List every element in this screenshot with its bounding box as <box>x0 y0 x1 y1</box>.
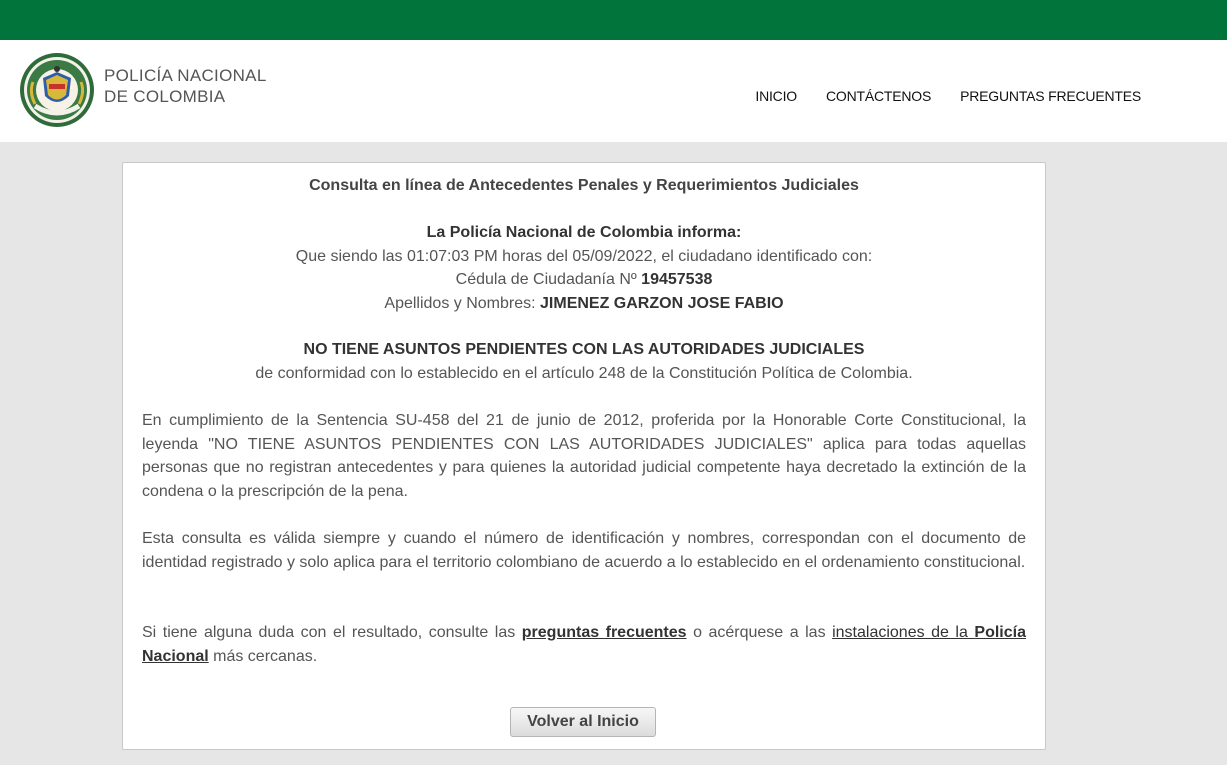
brand-name <box>104 65 267 107</box>
dudas-text-a: Si tiene alguna duda con el resultado, consulte las <box>142 624 522 641</box>
name-label: Apellidos y Nombres: <box>384 294 541 312</box>
citizen-info <box>123 221 1045 315</box>
site-header <box>0 40 1227 142</box>
id-label: Cédula de Ciudadanía Nº <box>455 271 642 288</box>
status-text: NO TIENE ASUNTOS PENDIENTES CON LAS AUTORIDADES JUDICIALES <box>303 341 865 358</box>
id-line <box>123 268 1045 292</box>
id-number: 19457538 <box>641 271 713 288</box>
paragraph-dudas <box>142 621 1026 668</box>
nav-contactenos-link[interactable]: CONTÁCTENOS <box>825 88 932 104</box>
main-nav <box>726 88 1141 104</box>
back-to-home-button[interactable]: Volver al Inicio <box>510 707 656 737</box>
policia-nacional-link-text: Policía Nacional <box>142 624 1026 665</box>
name-value: JIMENEZ GARZON JOSE FABIO <box>540 294 784 312</box>
status-block <box>123 338 1045 385</box>
nav-preguntas-frecuentes-link[interactable]: PREGUNTAS FRECUENTES <box>960 88 1141 104</box>
brand-line-2: DE COLOMBIA <box>104 87 226 106</box>
informa-heading: La Policía Nacional de Colombia informa: <box>426 224 742 241</box>
dudas-text-b: o acérquese a las <box>686 624 833 641</box>
result-panel <box>122 162 1046 750</box>
paragraph-validez: Esta consulta es válida siempre y cuando el número de identificación y nombres, correspondan con el documento de identidad registrado y solo aplica para el territorio colombiano de acuerdo a lo establecido en el ordenamiento constitucional. <box>142 530 1026 571</box>
preguntas-frecuentes-link[interactable]: preguntas frecuentes <box>521 624 687 641</box>
top-green-bar <box>0 0 1227 40</box>
instalaciones-link-text: instalaciones de la <box>832 624 975 641</box>
brand-line-1: POLICÍA NACIONAL <box>104 66 267 85</box>
status-subtext: de conformidad con lo establecido en el artículo 248 de la Constitución Política de Colombia. <box>255 364 913 382</box>
dudas-text-c: más cercanas. <box>208 647 318 665</box>
police-seal-icon <box>19 52 95 128</box>
consult-time-line: Que siendo las 01:07:03 PM horas del 05/09/2022, el ciudadano identificado con: <box>295 247 873 265</box>
name-line <box>123 292 1045 316</box>
nav-inicio-link[interactable]: INICIO <box>755 88 797 104</box>
paragraph-sentencia: En cumplimiento de la Sentencia SU-458 del 21 de junio de 2012, proferida por la Honorable Corte Constitucional, la leyenda "NO TIENE ASUNTOS PENDIENTES CON LAS AUTORIDADES JUDICIALES" aplica para todas aquellas personas que no registran antecedentes y para quienes la autoridad judicial competente haya decretado la extinción de la condena o la prescripción de la pena. <box>142 412 1026 500</box>
logo[interactable] <box>19 52 267 128</box>
panel-title: Consulta en línea de Antecedentes Penales y Requerimientos Judiciales <box>309 177 859 194</box>
